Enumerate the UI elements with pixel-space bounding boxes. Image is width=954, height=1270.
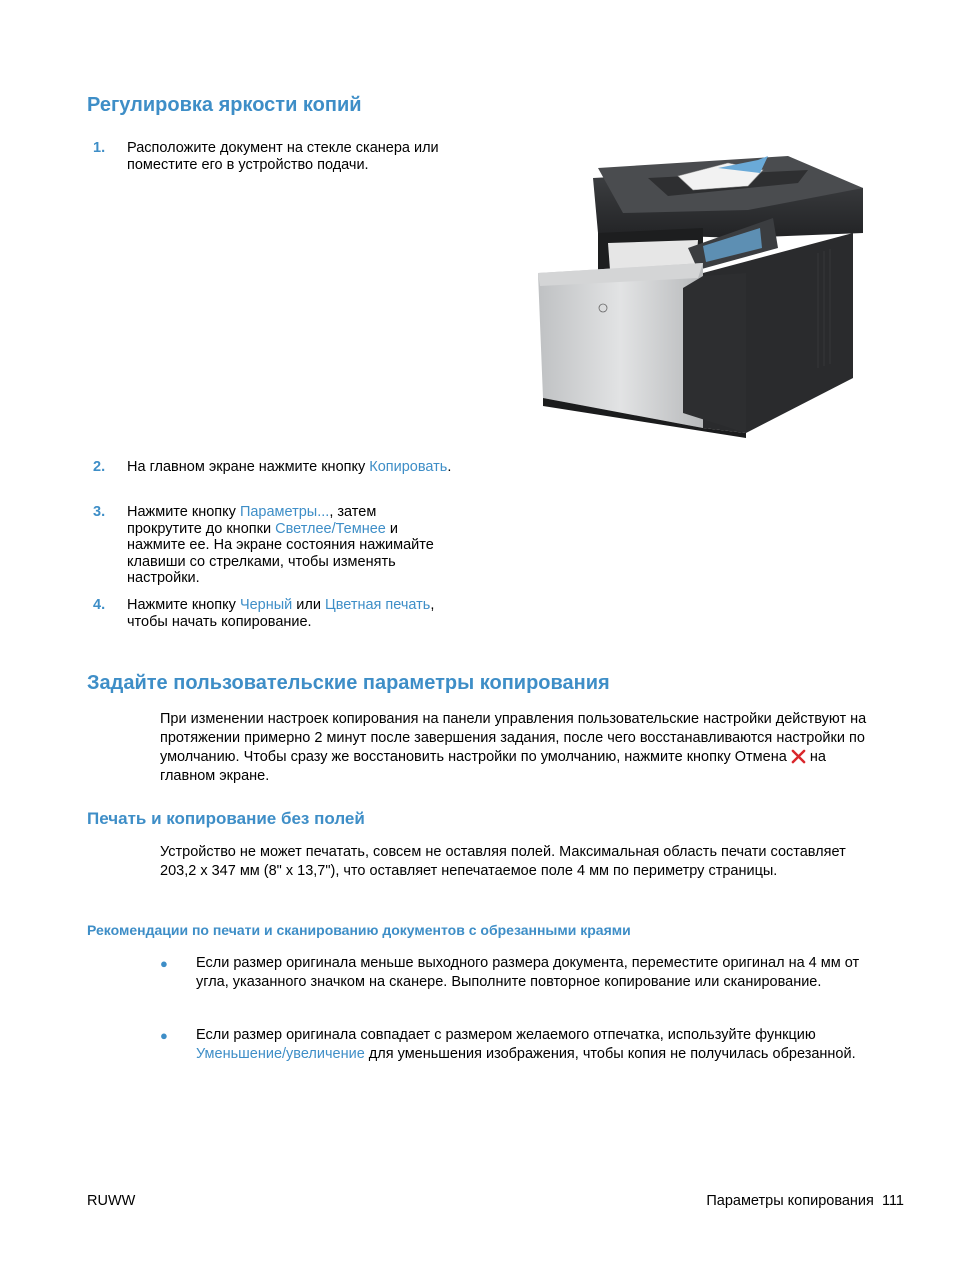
- link-black[interactable]: Черный: [239, 597, 293, 613]
- link-color-print[interactable]: Цветная печать: [324, 597, 431, 613]
- footer-left: RUWW: [87, 1193, 136, 1209]
- bullet-text: Если размер оригинала совпадает с размером желаемого отпечатка, используйте функцию Уменьшение/увеличение для уменьшения изображения, чтобы копия не получилась обрезанной.: [196, 1027, 856, 1062]
- footer-section-label: Параметры копирования: [706, 1193, 874, 1209]
- cancel-x-icon: [791, 749, 806, 764]
- step-text: Расположите документ на стекле сканера или поместите его в устройство подачи.: [127, 140, 439, 173]
- link-lighter-darker[interactable]: Светлее/Темнее: [275, 520, 386, 537]
- step-text: На главном экране нажмите кнопку Копировать.: [127, 459, 452, 475]
- section-title-brightness: Регулировка яркости копий: [87, 94, 362, 116]
- bullet-icon: ●: [160, 956, 168, 971]
- section-title-custom-settings: Задайте пользовательские параметры копирования: [87, 672, 610, 694]
- step-number: 3.: [93, 504, 106, 520]
- link-copy[interactable]: Копировать: [369, 459, 448, 475]
- page-number: 111: [881, 1193, 904, 1209]
- link-reduce-enlarge[interactable]: Уменьшение/увеличение: [196, 1046, 365, 1062]
- step-number: 1.: [93, 140, 106, 156]
- step-number: 4.: [93, 597, 106, 613]
- section-title-borderless: Печать и копирование без полей: [87, 809, 365, 828]
- bullet-icon: ●: [160, 1028, 168, 1043]
- printer-illustration: [528, 148, 868, 438]
- step-number: 2.: [93, 459, 106, 475]
- section-title-recommendations: Рекомендации по печати и сканированию документов с обрезанными краями: [87, 922, 631, 938]
- step-text: Нажмите кнопку Черный или Цветная печать, чтобы начать копирование.: [127, 597, 435, 630]
- bullet-text: Если размер оригинала меньше выходного размера документа, переместите оригинал на 4 мм от угла, указанного значком на сканере. Выполните повторное копирование или сканирование.: [196, 955, 860, 990]
- borderless-paragraph: Устройство не может печатать, совсем не оставляя полей. Максимальная область печати составляет 203,2 x 347 мм (8" x 13,7"), что оставляет непечатаемое поле 4 мм по периметру страницы.: [160, 844, 846, 879]
- step-text: Нажмите кнопку Параметры..., затем прокрутите до кнопки Светлее/Темнее и нажмите ее. На экране состояния нажимайте клавиши со стрелками, чтобы изменять настройки.: [127, 504, 434, 586]
- footer-right: [706, 1193, 904, 1209]
- custom-settings-paragraph: При изменении настроек копирования на панели управления пользовательские настройки действуют на протяжении примерно 2 минут после завершения задания, после чего восстанавливаются настройки по умолчанию. Чтобы сразу же восстановить настройки по умолчанию, нажмите кнопку Отмена на главном экране.: [160, 711, 867, 784]
- link-parameters[interactable]: Параметры...: [239, 504, 330, 520]
